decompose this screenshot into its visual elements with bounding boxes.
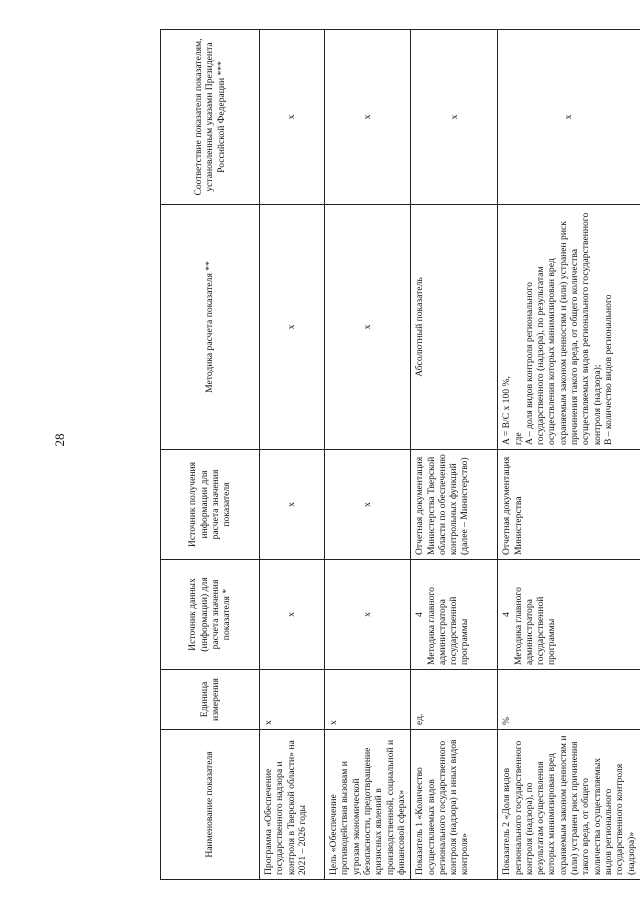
cell-source-info: х — [260, 450, 325, 560]
page-number: 28 — [52, 433, 67, 447]
cell-source-data: х — [260, 560, 325, 670]
cell-source-data — [411, 560, 498, 670]
cell-source-data-text: Методика главного администратора государственной программы — [425, 587, 471, 665]
cell-source-info: Отчетная документация Министерства Тверской области по обеспечению контрольных функций (далее – Министерство) — [411, 450, 498, 560]
cell-method: Абсолютный показатель — [411, 205, 498, 450]
header-unit: Единица измерения — [161, 670, 260, 730]
cell-compliance: х — [260, 30, 325, 205]
cell-source-data-number: 4 — [501, 612, 513, 617]
header-source-data: Источник данных (информации) для расчета значения показателя * — [161, 560, 260, 670]
cell-compliance: х — [411, 30, 498, 205]
cell-method: х — [325, 205, 411, 450]
cell-source-info: Отчетная документация Министерства — [498, 450, 640, 560]
cell-compliance: х — [325, 30, 411, 205]
table-header-row — [161, 30, 260, 880]
rotated-table-container — [160, 30, 637, 880]
header-source-info: Источник получения информации для расчета значения показателя — [161, 450, 260, 560]
cell-method: х — [260, 205, 325, 450]
cell-name: Цель «Обеспечение противодействия вызовам и угрозам экономической безопасности, предотвращение кризисных явлений в производственной, социальной и финансовой сферах» — [325, 730, 411, 880]
cell-source-data — [498, 560, 640, 670]
cell-source-data-number: 4 — [414, 612, 426, 617]
table-row — [260, 30, 325, 880]
table-row — [325, 30, 411, 880]
header-method: Методика расчета показателя ** — [161, 205, 260, 450]
cell-name: Программа «Обеспечение государственного надзора и контроля в Тверской области» на 2021 – 2026 годы — [260, 730, 325, 880]
cell-source-data: х — [325, 560, 411, 670]
table-row — [498, 30, 640, 880]
table-row — [411, 30, 498, 880]
header-indicator-name: Наименование показателя — [161, 730, 260, 880]
cell-unit: х — [325, 670, 411, 730]
cell-method: A = B/C x 100 %, где A – доля видов контроля регионального государственного (надзора), по результатам осуществления которых минимизирован вред охраняемым законом ценностям и (или) устранен риск причинения такого вреда, от общего количества осуществляемых видов регионального государственного контроля (надзора); B – количество видов регионального — [498, 205, 640, 450]
cell-name: Показатель 1 «Количество осуществляемых видов регионального государственного контроля (надзора) и иных видов контроля» — [411, 730, 498, 880]
cell-unit: ед. — [411, 670, 498, 730]
indicators-table — [160, 29, 640, 880]
header-compliance: Соответствие показателя показателям, установленным указами Президента Российской Федерации *** — [161, 30, 260, 205]
cell-unit: % — [498, 670, 640, 730]
cell-compliance: х — [498, 30, 640, 205]
cell-source-info: х — [325, 450, 411, 560]
cell-name: Показатель 2 «Доля видов регионального государственного контроля (надзора), по результатам осуществления которых минимизирован вред охраняемым законом ценностям и (или) устранен риск причинения такого вреда, от общего количества осуществляемых видов регионального государственного контроля (надзора)» — [498, 730, 640, 880]
cell-source-data-text: Методика главного администратора государственной программы — [512, 587, 558, 665]
cell-unit: х — [260, 670, 325, 730]
